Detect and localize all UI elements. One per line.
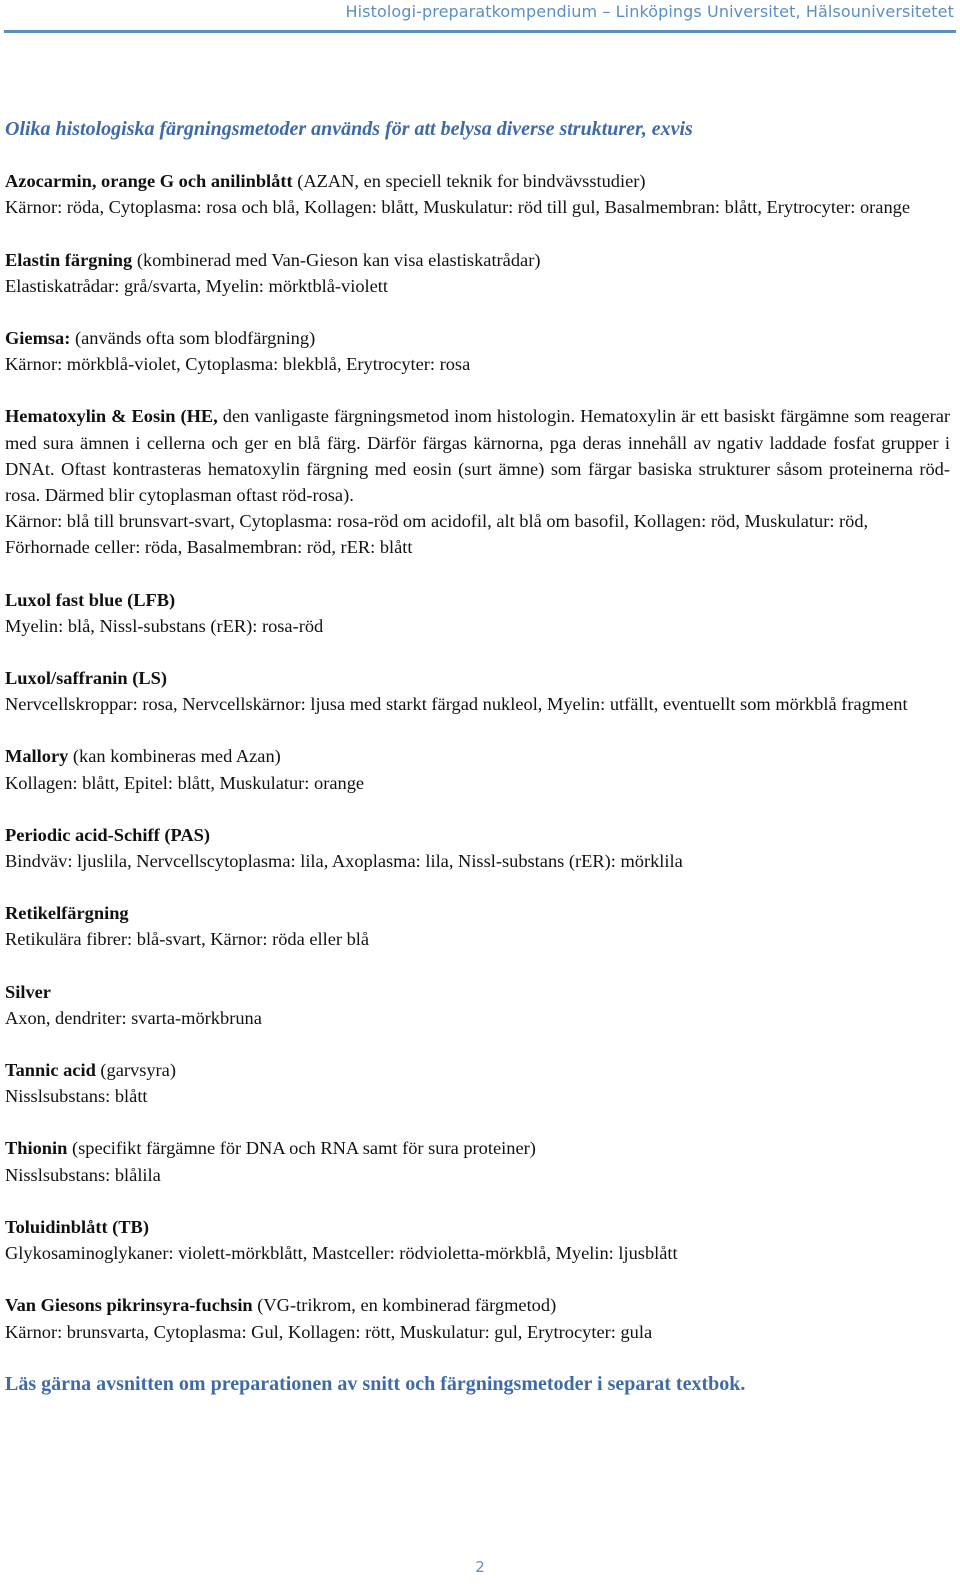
section-mallory xyxy=(5,743,950,795)
section-giemsa-heading xyxy=(5,325,950,351)
page-header: Histologi-preparatkompendium – Linköpings Universitet, Hälsouniversitetet xyxy=(345,2,954,21)
section-thionin-heading xyxy=(5,1135,950,1161)
stain-result: Kärnor: röda, Cytoplasma: rosa och blå, Kollagen: blått, Muskulatur: röd till gul, Basalmembran: blått, Erytrocyter: orange xyxy=(5,197,911,218)
stain-name: Luxol/saffranin (LS) xyxy=(5,668,167,689)
stain-name: Periodic acid-Schiff (PAS) xyxy=(5,824,210,845)
section-silver-heading xyxy=(5,979,950,1005)
section-thionin xyxy=(5,1135,950,1187)
stain-result: Kärnor: brunsvarta, Cytoplasma: Gul, Kollagen: rött, Muskulatur: gul, Erytrocyter: gula xyxy=(5,1321,653,1342)
stain-result: Nisslsubstans: blålila xyxy=(5,1164,161,1185)
section-retikel-heading xyxy=(5,900,950,926)
section-tannic-heading xyxy=(5,1057,950,1083)
section-vg xyxy=(5,1292,950,1344)
stain-name: Thionin xyxy=(5,1138,68,1159)
section-lfb-heading xyxy=(5,587,950,613)
stain-name: Van Giesons pikrinsyra-fuchsin xyxy=(5,1295,253,1316)
section-tb-heading xyxy=(5,1214,950,1240)
stain-result: Axon, dendriter: svarta-mörkbruna xyxy=(5,1007,262,1028)
stain-name: Retikelfärgning xyxy=(5,903,129,924)
section-vg-heading xyxy=(5,1292,950,1318)
stain-name: Silver xyxy=(5,981,51,1002)
section-giemsa xyxy=(5,325,950,377)
stain-note: (kombinerad med Van-Gieson kan visa elastiskatrådar) xyxy=(132,249,541,270)
stain-note: (specifikt färgämne för DNA och RNA samt för sura proteiner) xyxy=(67,1138,536,1159)
stain-name: Luxol fast blue (LFB) xyxy=(5,589,176,610)
section-pas-heading xyxy=(5,822,950,848)
stain-result: Glykosaminoglykaner: violett-mörkblått, Mastceller: rödvioletta-mörkblå, Myelin: ljusblått xyxy=(5,1243,678,1264)
stain-result: Retikulära fibrer: blå-svart, Kärnor: röda eller blå xyxy=(5,929,370,950)
section-ls-heading xyxy=(5,665,950,691)
section-pas xyxy=(5,822,950,874)
section-elastin-heading xyxy=(5,247,950,273)
section-silver xyxy=(5,979,950,1031)
section-he-heading xyxy=(5,403,950,508)
section-retikel xyxy=(5,900,950,952)
stain-name: Mallory xyxy=(5,746,69,767)
section-ls xyxy=(5,665,950,717)
page-number: 2 xyxy=(475,1558,485,1576)
closing-note: Läs gärna avsnitten om preparationen av snitt och färgningsmetoder i separat textbok. xyxy=(5,1372,746,1395)
stain-note: (används ofta som blodfärgning) xyxy=(70,328,316,349)
section-tb xyxy=(5,1214,950,1266)
section-he xyxy=(5,403,950,560)
intro-heading: Olika histologiska färgningsmetoder används för att belysa diverse strukturer, exvis xyxy=(5,118,693,140)
stain-result: Kärnor: mörkblå-violet, Cytoplasma: blekblå, Erytrocyter: rosa xyxy=(5,354,471,375)
stain-result: Myelin: blå, Nissl-substans (rER): rosa-röd xyxy=(5,615,324,636)
stain-result: Kärnor: blå till brunsvart-svart, Cytoplasma: rosa-röd om acidofil, alt blå om basofil, Kollagen: röd, Muskulatur: röd, Förhornade celler: röda, Basalmembran: röd, rER: blått xyxy=(5,511,869,558)
stain-result: Bindväv: ljuslila, Nervcellscytoplasma: lila, Axoplasma: lila, Nissl-substans (rER): mörklila xyxy=(5,851,683,872)
section-elastin xyxy=(5,247,950,299)
stain-result: Nisslsubstans: blått xyxy=(5,1086,148,1107)
stain-note: den vanligaste färgningsmetod inom histologin. Hematoxylin är ett basiskt färgämne som reagerar med sura ämnen i cellerna och ger en blå färg. Därför färgas kärnorna, pga deras innehåll av ngativ laddade fosfat grupper i DNAt. Oftast kontrasteras hematoxylin färgning med eosin (surt ämne) som färgar basiska strukturer såsom proteinerna röd-rosa. Därmed blir cytoplasman oftast röd-rosa). xyxy=(5,406,950,506)
document-body xyxy=(5,116,950,1397)
stain-name: Giemsa: xyxy=(5,328,71,349)
stain-note: (AZAN, en speciell teknik for bindvävsstudier) xyxy=(292,171,646,192)
stain-note: (garvsyra) xyxy=(95,1060,176,1081)
section-mallory-heading xyxy=(5,743,950,769)
stain-note: (kan kombineras med Azan) xyxy=(68,746,281,767)
stain-name: Azocarmin, orange G och anilinblått xyxy=(5,171,293,192)
section-azan xyxy=(5,168,950,220)
section-azan-heading xyxy=(5,168,950,194)
stain-name: Toluidinblått (TB) xyxy=(5,1216,149,1237)
stain-result: Kollagen: blått, Epitel: blått, Muskulatur: orange xyxy=(5,772,365,793)
section-tannic xyxy=(5,1057,950,1109)
header-rule xyxy=(4,30,956,33)
stain-result: Elastiskatrådar: grå/svarta, Myelin: mörktblå-violett xyxy=(5,275,389,296)
stain-result: Nervcellskroppar: rosa, Nervcellskärnor: ljusa med starkt färgad nukleol, Myelin: utfällt, eventuellt som mörkblå fragment xyxy=(5,694,908,715)
stain-name: Hematoxylin & Eosin (HE, xyxy=(5,406,218,427)
stain-note: (VG-trikrom, en kombinerad färgmetod) xyxy=(252,1295,557,1316)
stain-name: Tannic acid xyxy=(5,1060,96,1081)
stain-name: Elastin färgning xyxy=(5,249,133,270)
section-lfb xyxy=(5,587,950,639)
